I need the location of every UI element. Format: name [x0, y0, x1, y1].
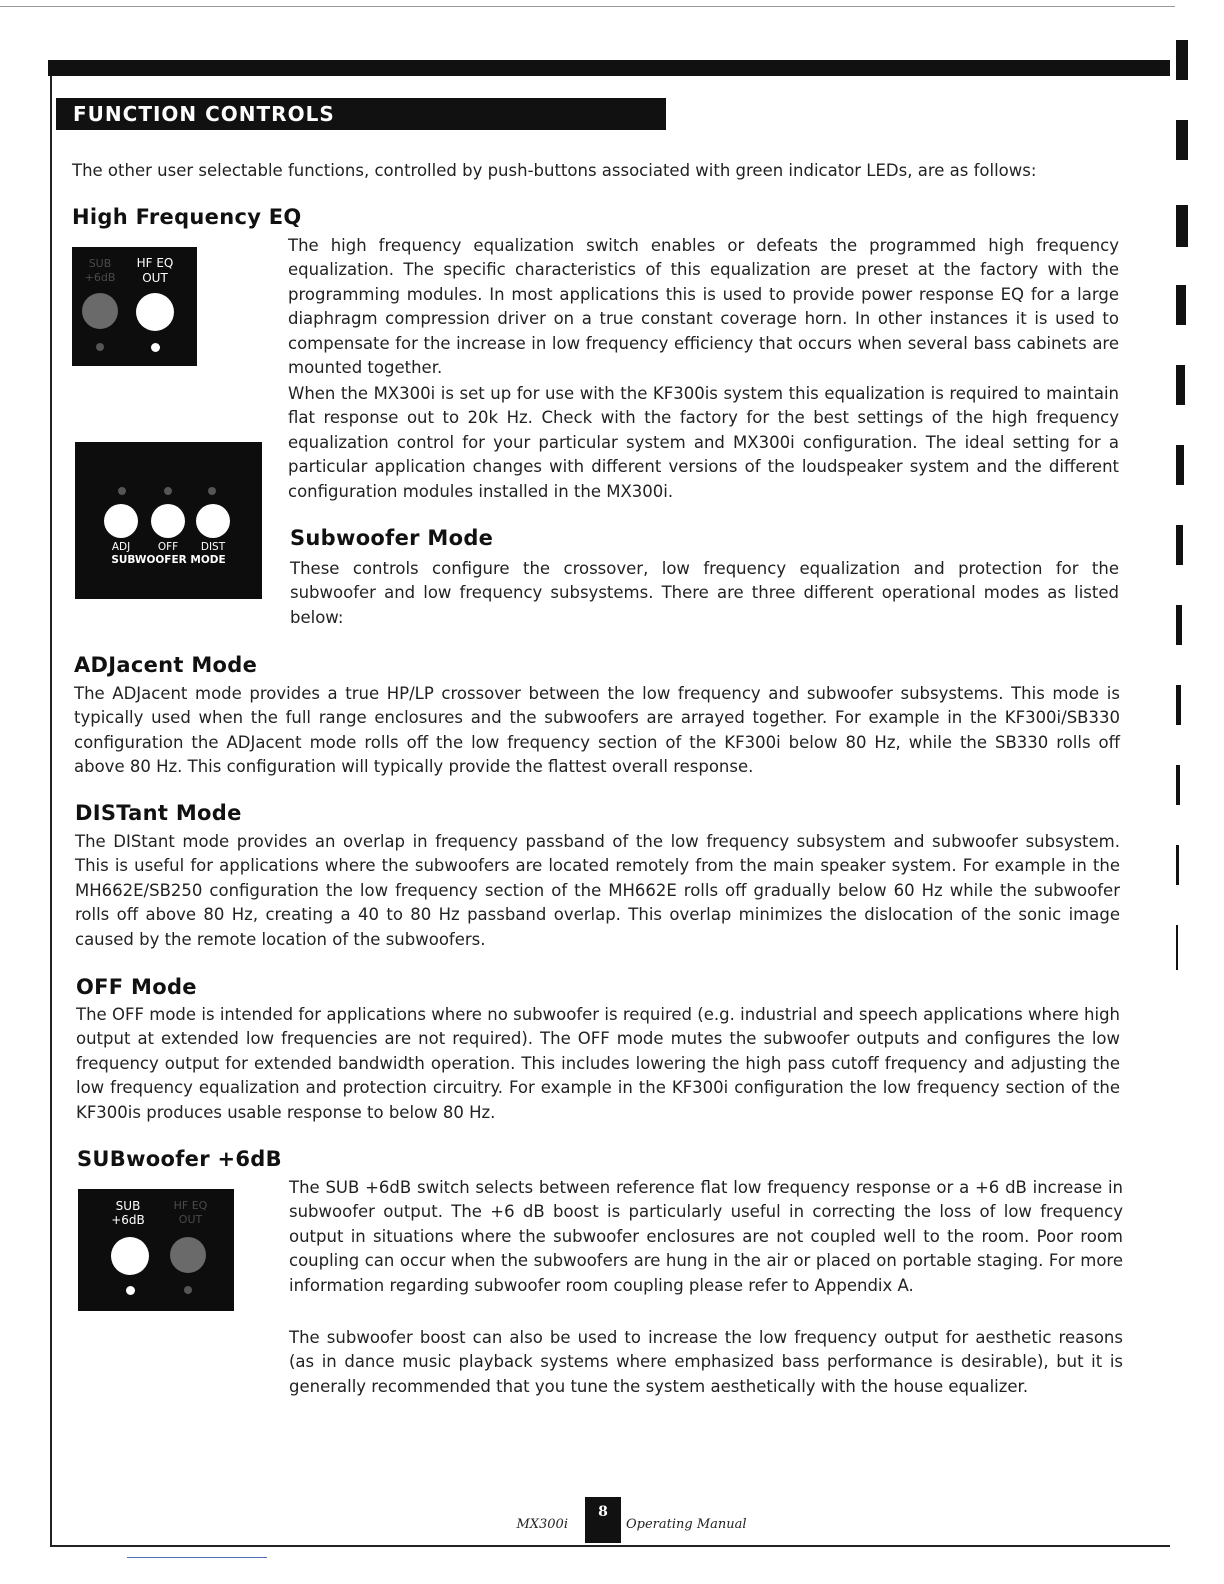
footer-doc-title: Operating Manual [626, 1517, 747, 1532]
subwoofer-mode-paragraph: These controls configure the crossover, low frequency equalization and protection for the subwoofer and low frequency subsystems. There are three different operational modes as listed below: [290, 559, 1119, 627]
binder-mark [1176, 765, 1180, 805]
adjacent-heading: ADJacent Mode [74, 653, 258, 677]
hf-eq-heading: High Frequency EQ [72, 205, 302, 229]
sub-6db-led [126, 1286, 135, 1295]
subwoofer-mode-panel [75, 442, 262, 599]
sub-led [96, 343, 104, 351]
distant-heading: DISTant Mode [75, 801, 242, 825]
sub-label-dim: SUB [88, 257, 112, 270]
off-label: OFF [157, 541, 179, 553]
sub-6db-button-dim [82, 293, 118, 329]
out-label-dim: OUT [178, 1213, 203, 1226]
sub-6db-paragraph-2: The subwoofer boost can also be used to increase the low frequency output for aesthetic reasons (as in dance music playback systems where emphasized bass performance is desirable), but it is generally recommended that you tune the system aesthetically with the house equalizer. [289, 1328, 1123, 1396]
sub-6db-button[interactable] [111, 1237, 149, 1275]
hf-eq-panel [72, 247, 197, 366]
dist-button[interactable] [196, 504, 230, 538]
binder-mark [1176, 845, 1179, 885]
binder-mark [1176, 40, 1188, 80]
binder-mark [1176, 925, 1178, 970]
off-mode-heading: OFF Mode [76, 975, 197, 999]
left-rule [50, 76, 52, 1546]
subwoofer-mode-caption: SUBWOOFER MODE [111, 554, 226, 566]
hf-eq-button-dim [170, 1237, 206, 1273]
off-mode-paragraph: The OFF mode is intended for applications where no subwoofer is required (e.g. industrial and speech applications where high output at extended low frequencies are not required). The OFF mode mutes the subwoofer outputs and configures the low frequency output for extended bandwidth operation. This includes lowering the high pass cutoff frequency and adjusting the low frequency equalization and protection circuitry. For example in the KF300i configuration the low frequency section of the KF300is produces usable response to below 80 Hz. [76, 1005, 1120, 1122]
hf-eq-paragraph-1: The high frequency equalization switch enables or defeats the programmed high frequency equalization. The specific characteristics of this equalization are preset at the factory with the programming modules. In most applications this is used to provide power response EQ for a large diaphragm compression driver on a true constant coverage horn. In other instances it is used to compensate for the increase in low frequency efficiency that occurs when several bass cabinets are mounted together. [288, 236, 1119, 378]
hf-eq-paragraph-2: When the MX300i is set up for use with the KF300is system this equalization is required to maintain flat response out to 20k Hz. Check with the factory for the best settings of the high frequency equalization control for your particular system and MX300i configuration. The ideal setting for a particular application changes with different versions of the loudspeaker system and the different configuration modules installed in the MX300i. [288, 384, 1119, 501]
hf-eq-led [151, 343, 160, 352]
binder-mark [1176, 205, 1188, 247]
plus-6db-label: +6dB [111, 1213, 145, 1227]
dist-led [208, 487, 216, 495]
binder-mark [1176, 605, 1182, 645]
header-bar [48, 60, 1170, 76]
binder-mark [1176, 525, 1183, 565]
binder-mark [1176, 120, 1188, 160]
sub-6db-panel [78, 1189, 234, 1311]
hf-eq-led-dim [184, 1286, 192, 1294]
hf-eq-label-dim: HF EQ [173, 1199, 208, 1212]
adjacent-paragraph: The ADJacent mode provides a true HP/LP crossover between the low frequency and subwoofer subsystems. This mode is typically used when the full range enclosures and the subwoofers are arrayed together. For example in the KF300i/SB330 configuration the ADJacent mode rolls off the low frequency section of the KF300i below 80 Hz, while the SB330 rolls off above 80 Hz. This configuration will typically provide the flattest overall response. [74, 684, 1120, 777]
sub-label: SUB [115, 1199, 141, 1213]
binder-mark [1176, 445, 1184, 485]
section-title: FUNCTION CONTROLS [56, 98, 666, 130]
binder-mark [1176, 365, 1185, 405]
bottom-mark [127, 1557, 267, 1558]
hf-eq-button[interactable] [136, 293, 174, 331]
sub-6db-label-dim: +6dB [84, 271, 116, 284]
sub-6db-heading: SUBwoofer +6dB [77, 1147, 282, 1171]
off-led [164, 487, 172, 495]
binder-mark [1176, 685, 1181, 725]
page-number: 8 [585, 1497, 621, 1543]
top-hairline [0, 6, 1175, 7]
off-button[interactable] [151, 504, 185, 538]
out-label: OUT [142, 271, 168, 285]
adj-led [118, 487, 126, 495]
bottom-rule [50, 1545, 1170, 1547]
dist-label: DIST [200, 541, 226, 553]
binder-mark [1176, 285, 1186, 325]
footer-model: MX300i [516, 1517, 568, 1532]
subwoofer-mode-heading: Subwoofer Mode [290, 526, 494, 550]
sub-6db-paragraph-1: The SUB +6dB switch selects between reference flat low frequency response or a +6 dB increase in subwoofer output. The +6 dB boost is particularly useful in correcting the loss of low frequency output in situations where the subwoofer enclosures are not coupled well to the room. Poor room coupling can occur when the subwoofers are hung in the air or placed on portable staging. For more information regarding subwoofer room coupling please refer to Appendix A. [289, 1178, 1123, 1295]
distant-paragraph: The DIStant mode provides an overlap in frequency passband of the low frequency subsystem and subwoofer subsystem. This is useful for applications where the subwoofers are located remotely from the main speaker system. For example in the MH662E/SB250 configuration the low frequency section of the MH662E rolls off gradually below 60 Hz while the subwoofer rolls off above 80 Hz, creating a 40 to 80 Hz passband overlap. This overlap minimizes the dislocation of the sonic image caused by the remote location of the subwoofers. [75, 832, 1120, 949]
adj-label: ADJ [111, 541, 131, 553]
adj-button[interactable] [104, 504, 138, 538]
intro-text: The other user selectable functions, controlled by push-buttons associated with green indicator LEDs, are as follows: [72, 161, 1037, 180]
hf-eq-label: HF EQ [136, 256, 174, 270]
